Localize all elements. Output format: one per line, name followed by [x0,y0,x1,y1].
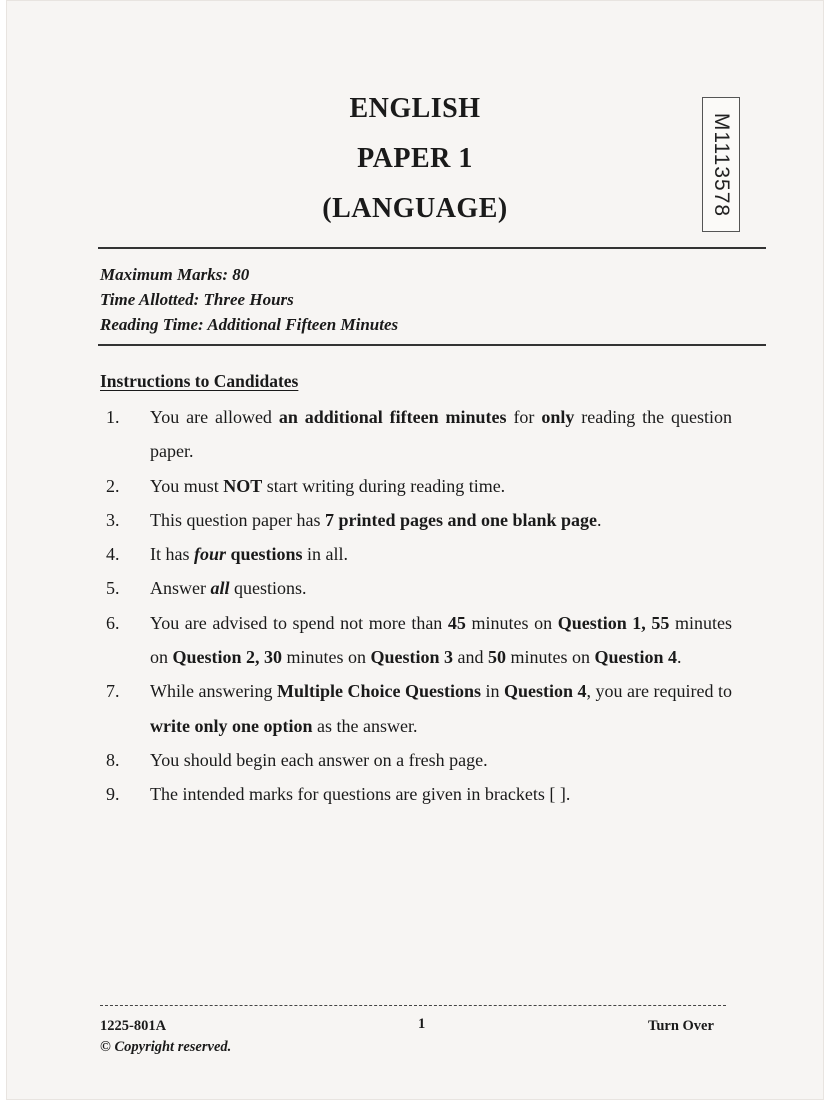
instruction-text-segment: Answer [150,578,211,599]
instruction-number: 3. [106,509,120,530]
instruction-text [150,571,732,605]
instruction-item [100,400,732,469]
instruction-text-segment: 7 printed pages and one blank page [324,509,598,530]
instruction-item [100,606,732,675]
instruction-text-segment: start writing during reading time. [262,475,506,496]
instruction-text-segment: 50 [488,647,507,668]
instruction-text-segment: It has [150,544,194,565]
time-allotted: Time Allotted: Three Hours [100,290,294,309]
instruction-number: 8. [106,749,120,770]
instruction-text-segment: You are allowed [150,407,279,427]
instruction-number: 7. [106,681,120,702]
footer-dashed-rule [100,1005,726,1006]
instruction-text-segment: questions [226,544,303,565]
instruction-number: 2. [106,475,120,496]
instruction-text [150,674,732,743]
exam-meta [100,262,398,337]
instruction-text-segment: Question 2, 30 [172,647,283,668]
section-title: (LANGUAGE) [322,193,508,224]
instruction-number: 6. [106,612,120,633]
copyright-note: © Copyright reserved. [100,1039,232,1055]
instruction-text-segment: . [597,509,602,530]
instruction-text-segment: questions. [229,578,307,599]
instruction-text-segment: . [677,647,682,668]
instruction-item [100,503,732,537]
turn-over-note: Turn Over [648,1018,714,1034]
instruction-text [150,743,732,777]
instruction-text [150,503,732,537]
instruction-text-segment: all [210,578,230,599]
instruction-text [150,606,732,675]
instruction-text-segment: The intended marks for questions are given in brackets [ ]. [150,784,571,805]
instruction-item [100,571,732,605]
instruction-text [150,400,732,469]
instruction-number: 9. [106,784,120,805]
instructions-heading: Instructions to Candidates [100,371,299,391]
instruction-text-segment: Multiple Choice Questions [276,681,481,702]
instruction-item [100,777,732,811]
instruction-text-segment: four [194,544,227,565]
instruction-number: 5. [106,578,120,599]
paper-title: PAPER 1 [357,143,473,174]
instruction-text-segment: Question 1, [557,612,646,633]
instruction-text-segment: Question 3 [370,647,454,668]
instruction-text-segment: minutes on [282,647,371,668]
instructions-list [100,400,732,812]
instruction-text-segment: in all. [302,544,349,565]
instruction-text-segment: Question 4 [594,647,678,668]
paper-code: 1225-801A [100,1018,167,1034]
reading-time: Reading Time: Additional Fifteen Minutes [100,315,399,334]
instruction-text-segment: While answering [150,681,277,702]
instruction-text [150,777,732,811]
instruction-text [150,469,732,503]
instruction-text-segment: only [541,407,575,427]
instruction-text-segment: , you are required to [586,681,732,702]
instruction-item [100,537,732,571]
instruction-text-segment: You should begin each answer on a fresh page. [150,749,488,770]
instruction-text-segment: minutes on [465,612,558,633]
instruction-text-segment: minutes on [150,612,733,668]
instruction-text-segment: You must [150,475,224,496]
instruction-text-segment: minutes on [506,647,595,668]
subject-title: ENGLISH [349,93,481,124]
max-marks: Maximum Marks: 80 [100,265,250,284]
footer-left [100,1016,231,1058]
instruction-text-segment: write only one option [150,715,313,736]
instruction-number: 1. [106,407,120,427]
instruction-text-segment: for [506,407,542,427]
instruction-text-segment: 45 [447,612,466,633]
instruction-text [150,537,732,571]
top-rule [98,247,766,249]
instruction-text-segment: an additional fifteen minutes [278,407,507,427]
instruction-item [100,674,732,743]
instruction-item [100,743,732,777]
instruction-text-segment: This question paper has [150,509,325,530]
instruction-text-segment: and [453,647,489,668]
instruction-text-segment: reading the question paper. [150,407,732,462]
instruction-text-segment: Question 4 [504,681,587,702]
serial-code-box [702,97,740,232]
page-number: 1 [418,1016,426,1032]
instruction-text-segment: You are advised to spend not more than [150,612,448,633]
instruction-text-segment: 55 [651,612,670,633]
serial-code: M1113578 [710,112,734,217]
meta-rule [98,344,766,346]
instruction-number: 4. [106,544,120,565]
instruction-text-segment: NOT [223,475,263,496]
instruction-text-segment: in [480,681,504,702]
instruction-item [100,469,732,503]
instruction-text-segment: as the answer. [312,715,418,736]
